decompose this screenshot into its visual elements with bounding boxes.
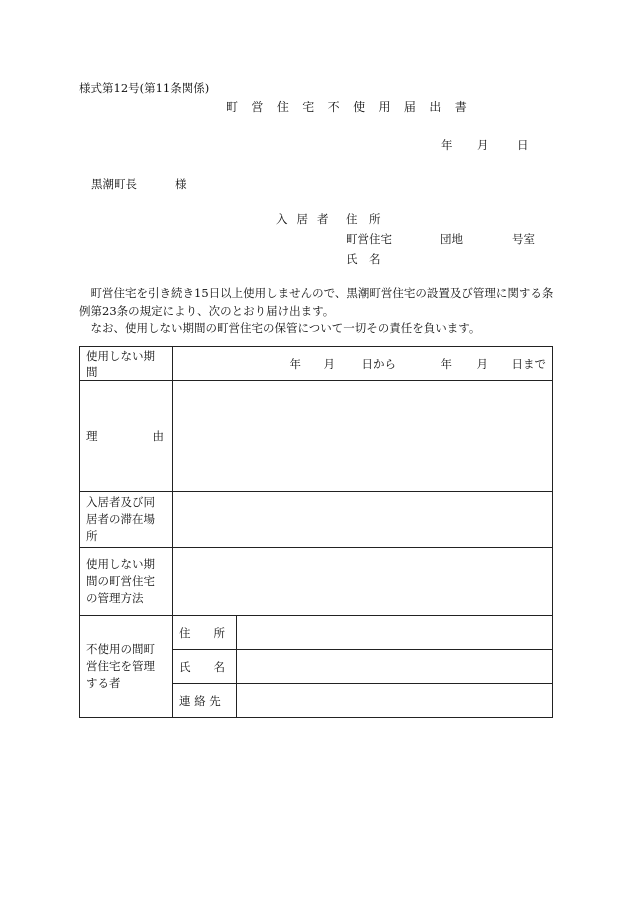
stay-label: 入居者及び同居者の滞在場所 xyxy=(80,492,173,548)
manager-address-row xyxy=(80,616,553,650)
body-paragraph-1: 町営住宅を引き続き15日以上使用しませんので、黒潮町営住宅の設置及び管理に関する条例第23条の規定により、次のとおり届け出ます。 xyxy=(79,286,554,318)
manager-name-field[interactable] xyxy=(237,650,553,684)
reason-row xyxy=(80,381,553,492)
manage-method-label: 使用しない期間の町営住宅の管理方法 xyxy=(80,548,173,616)
addressee-honorific: 様 xyxy=(175,177,187,191)
manager-label: 不使用の間町営住宅を管理する者 xyxy=(80,616,173,718)
addressee xyxy=(91,176,187,192)
manager-contact-label: 連 絡 先 xyxy=(173,684,237,718)
period-from-day: 日から xyxy=(361,356,396,371)
period-label: 使用しない期間 xyxy=(80,347,173,381)
manager-name-label: 氏 名 xyxy=(173,650,237,684)
housing-label: 町営住宅 xyxy=(346,232,392,246)
reason-field[interactable] xyxy=(173,381,553,492)
form-number: 様式第12号(第11条関係) xyxy=(79,81,210,95)
manage-method-field[interactable] xyxy=(173,548,553,616)
date-day: 日 xyxy=(517,138,529,152)
addressee-name: 黒潮町長 xyxy=(91,177,137,191)
reason-label xyxy=(80,381,173,492)
applicant-address-label: 住 所 xyxy=(346,212,381,226)
period-from-month: 月 xyxy=(323,356,335,371)
form-table xyxy=(79,346,553,718)
manager-address-field[interactable] xyxy=(237,616,553,650)
applicant-address-line xyxy=(276,211,381,227)
applicant-housing-line xyxy=(346,231,535,247)
date-line xyxy=(441,137,529,153)
period-field[interactable] xyxy=(173,347,553,381)
manage-method-row xyxy=(80,548,553,616)
stay-field[interactable] xyxy=(173,492,553,548)
applicant-name-label: 氏 名 xyxy=(346,252,381,266)
period-from-year: 年 xyxy=(289,356,301,371)
date-year: 年 xyxy=(441,138,453,152)
period-to-day: 日まで xyxy=(511,356,546,371)
reason-label-left: 理 xyxy=(86,429,98,443)
manager-contact-field[interactable] xyxy=(237,684,553,718)
period-row xyxy=(80,347,553,381)
date-month: 月 xyxy=(477,138,489,152)
room-label: 号室 xyxy=(512,232,535,246)
reason-label-right: 由 xyxy=(152,429,164,443)
applicant-role: 入居者 xyxy=(276,212,338,226)
period-to-year: 年 xyxy=(440,356,452,371)
body-paragraph-2: なお、使用しない期間の町営住宅の保管について一切その責任を負います。 xyxy=(79,321,481,335)
period-to-month: 月 xyxy=(476,356,488,371)
document-title: 町 営 住 宅 不 使 用 届 出 書 xyxy=(226,100,472,114)
manager-address-label: 住 所 xyxy=(173,616,237,650)
danchi-label: 団地 xyxy=(440,232,463,246)
stay-row xyxy=(80,492,553,548)
